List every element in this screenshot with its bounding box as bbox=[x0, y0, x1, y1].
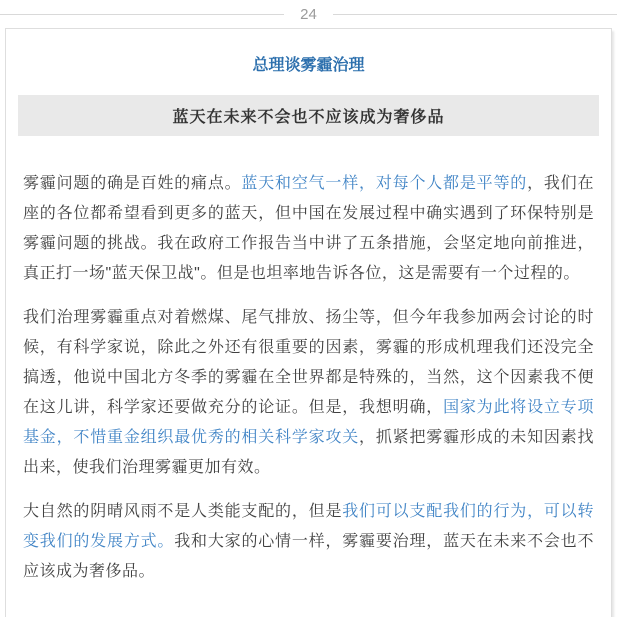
body-text: 大自然的阴晴风雨不是人类能支配的，但是 bbox=[23, 503, 343, 520]
paragraph bbox=[23, 303, 594, 483]
body-text: 我们治理雾霾重点对着燃煤、尾气排放、扬尘等，但今年我参加两会讨论的时候，有科学家说，除此之外还有很重要的因素，雾霾的形成机理我们还没完全搞透，他说中国北方冬季的雾霾在全世界都是特殊的，当然，这个因素我不便在这儿讲，科学家还要做充分的论证。但是，我想明确， bbox=[23, 309, 594, 416]
highlighted-text: 我们可以支配我们的行为，可以转变我们的发展方式。 bbox=[23, 503, 594, 550]
body-text: 我和大家的心情一样，雾霾要治理，蓝天在未来不会也不应该成为奢侈品。 bbox=[23, 533, 594, 580]
paragraph bbox=[23, 497, 594, 587]
highlighted-text: 蓝天和空气一样，对每个人都是平等的 bbox=[241, 175, 528, 192]
article-title: 总理谈雾霾治理 bbox=[252, 57, 365, 74]
body-text: ，我们在座的各位都希望看到更多的蓝天，但中国在发展过程中确实遇到了环保特别是雾霾问题的挑战。我在政府工作报告当中讲了五条措施，会坚定地向前推进，真正打一场"蓝天保卫战"。但是也坦率地告诉各位，这是需要有一个过程的。 bbox=[23, 175, 594, 282]
body-text: ，抓紧把雾霾形成的未知因素找出来，使我们治理雾霾更加有效。 bbox=[23, 429, 594, 476]
page-number: 24 bbox=[300, 5, 317, 23]
page-number-divider bbox=[0, 0, 617, 28]
highlighted-text: 国家为此将设立专项基金，不惜重金组织最优秀的相关科学家攻关 bbox=[23, 399, 594, 446]
paragraph bbox=[23, 169, 594, 289]
article-subtitle-banner bbox=[18, 95, 599, 136]
body-text: 雾霾问题的确是百姓的痛点。 bbox=[23, 175, 242, 192]
article-card bbox=[5, 28, 612, 617]
article-body bbox=[6, 169, 611, 617]
article-subtitle: 蓝天在未来不会也不应该成为奢侈品 bbox=[172, 109, 445, 126]
